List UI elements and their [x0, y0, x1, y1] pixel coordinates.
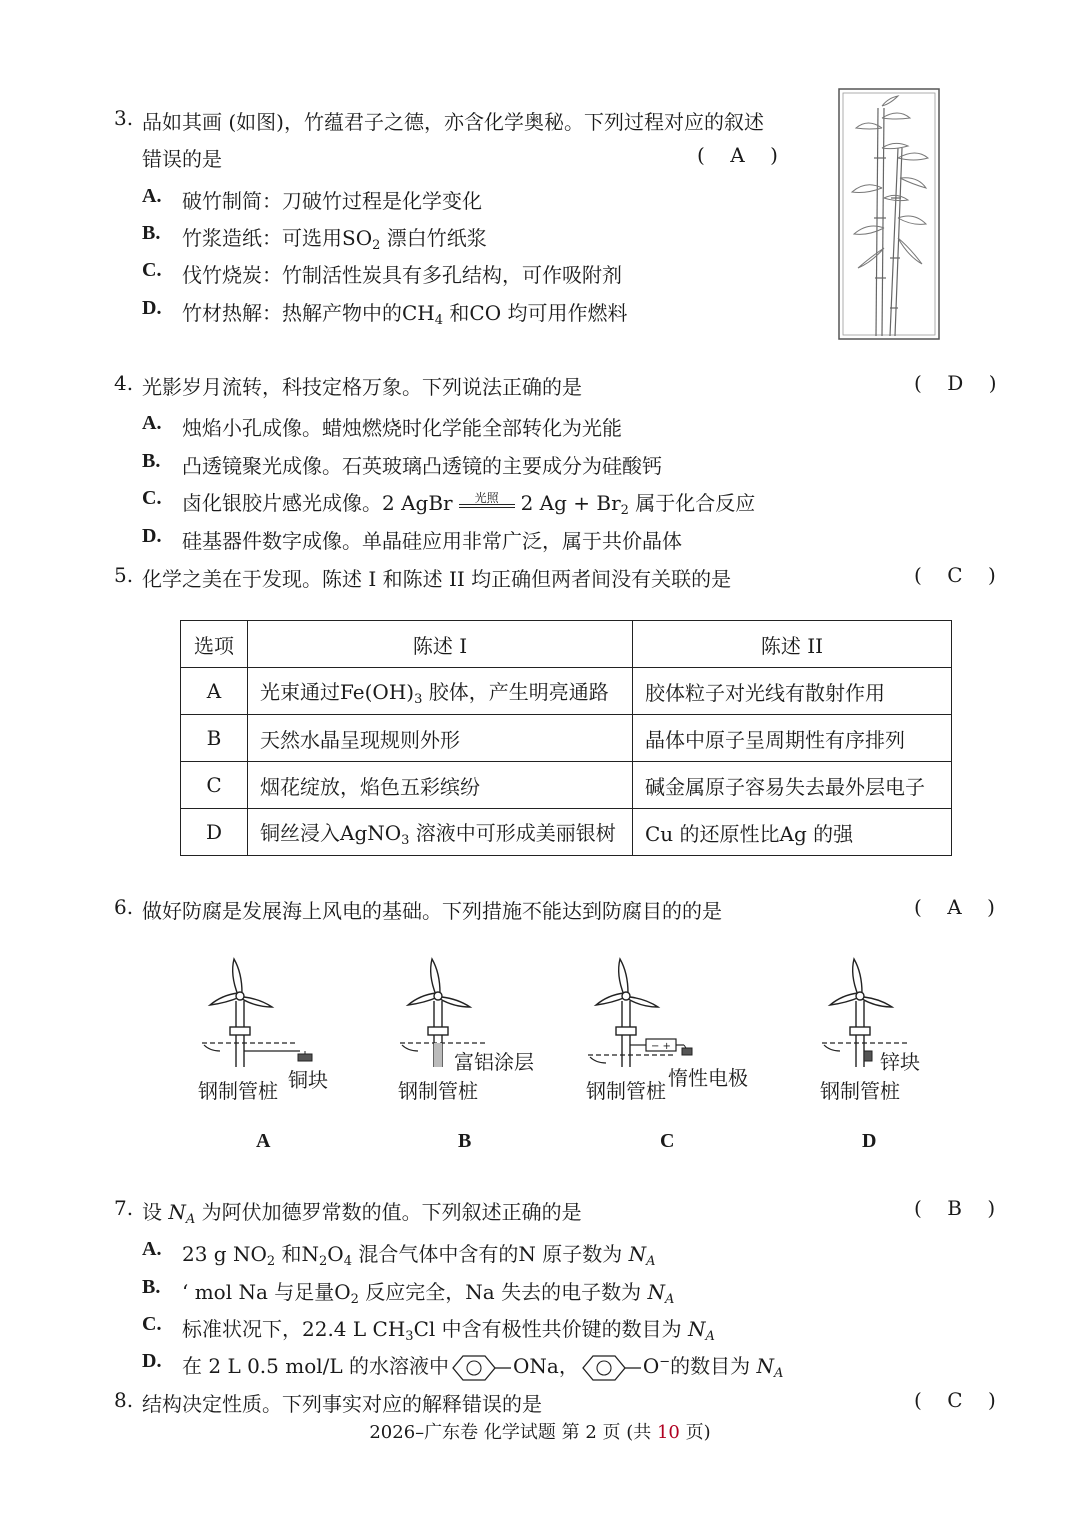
header-statement-1: 陈述 I	[248, 621, 633, 668]
q5-table	[180, 620, 952, 856]
q3-option-a-text: 破竹制简：刀破竹过程是化学变化	[182, 189, 482, 213]
q7-option-a-text: 23 g $NO_2$ 和$N_2O_4$ 混合气体中含有的N 原子数为 $N_A$	[182, 1242, 656, 1269]
table-row	[181, 762, 952, 809]
q3-answer: ( A )	[697, 143, 778, 167]
row-option: B	[181, 715, 248, 762]
q3-number: 3.	[114, 106, 134, 130]
q3-option-b-text: 竹浆造纸：可选用$SO_2$ 漂白竹纸浆	[182, 226, 487, 253]
q3-option-c-text: 伐竹烧炭：竹制活性炭具有多孔结构，可作吸附剂	[182, 263, 622, 287]
q4-stem: 光影岁月流转，科技定格万象。下列说法正确的是	[142, 375, 582, 399]
row-option: A	[181, 668, 248, 715]
fig-b-part-label: 富铝涂层	[454, 1050, 534, 1074]
q7-option-a-label: A.	[142, 1238, 162, 1260]
header-option: 选项	[181, 621, 248, 668]
table-row	[181, 715, 952, 762]
fig-d-part-label: 锌块	[880, 1050, 920, 1074]
fig-a-part-label: 铜块	[288, 1068, 328, 1092]
benzene-ring-icon	[449, 1354, 513, 1382]
fig-c-label: C	[660, 1130, 675, 1152]
row-statement-2: 晶体中原子呈周期性有序排列	[633, 715, 952, 762]
q6-answer: ( A )	[914, 895, 995, 919]
fig-d-label: D	[862, 1130, 877, 1152]
q4-number: 4.	[114, 371, 134, 395]
q3-stem-line2: 错误的是	[142, 147, 222, 171]
reaction-condition: 光照	[474, 490, 499, 505]
fig-c-part-label: 惰性电极	[668, 1066, 748, 1090]
q6-number: 6.	[114, 895, 134, 919]
row-statement-1: 光束通过$Fe(OH)_3$ 胶体，产生明亮通路	[248, 668, 633, 715]
q3-option-d-label: D.	[142, 297, 162, 319]
turbine-a-drawing	[202, 959, 312, 1067]
q7-option-d-text: 在 2 L 0.5 mol/L 的水溶液中 ONa， O−的数目为 $N_A$	[182, 1354, 784, 1381]
q7-stem: 设 $N_A$ 为阿伏加德罗常数的值。下列叙述正确的是	[142, 1200, 582, 1227]
q7-option-c-label: C.	[142, 1313, 162, 1335]
q4-option-c-label: C.	[142, 487, 162, 509]
q3-option-a-label: A.	[142, 185, 162, 207]
row-option: C	[181, 762, 248, 809]
fig-d-pile-label: 钢制管桩	[820, 1079, 900, 1103]
q4-option-c-text: 卤化银胶片感光成像。2 AgBr 光照 2 $Ag + Br_2$ 属于化合反应	[182, 490, 756, 518]
fig-b-label: B	[458, 1130, 472, 1152]
q3-option-c-label: C.	[142, 259, 162, 281]
q3-option-b-label: B.	[142, 222, 161, 244]
header-statement-2: 陈述 II	[633, 621, 952, 668]
q5-number: 5.	[114, 563, 134, 587]
q8-answer: ( C )	[914, 1388, 996, 1412]
table-row	[181, 668, 952, 715]
row-statement-2: 胶体粒子对光线有散射作用	[633, 668, 952, 715]
q4-option-b-text: 凸透镜聚光成像。石英玻璃凸透镜的主要成分为硅酸钙	[182, 454, 662, 478]
q4-option-b-label: B.	[142, 450, 161, 472]
fig-a-label: A	[256, 1130, 271, 1152]
q4-answer: ( D )	[914, 371, 997, 395]
q8-number: 8.	[114, 1388, 134, 1412]
q4-option-d-label: D.	[142, 525, 162, 547]
q4-option-a-text: 烛焰小孔成像。蜡烛燃烧时化学能全部转化为光能	[182, 416, 622, 440]
row-option: D	[181, 809, 248, 856]
q7-option-b-label: B.	[142, 1276, 161, 1298]
svg-text:− +: − +	[651, 1041, 671, 1052]
fig-c-pile-label: 钢制管桩	[586, 1079, 666, 1103]
table-row	[181, 809, 952, 856]
q7-option-d-label: D.	[142, 1350, 162, 1372]
q7-number: 7.	[114, 1196, 134, 1220]
q4-option-a-label: A.	[142, 412, 162, 434]
q4-option-d-text: 硅基器件数字成像。单晶硅应用非常广泛，属于共价晶体	[182, 529, 682, 553]
q3-option-d-text: 竹材热解：热解产物中的$CH_4$ 和CO 均可用作燃料	[182, 301, 628, 328]
row-statement-2: 碱金属原子容易失去最外层电子	[633, 762, 952, 809]
q7-option-c-text: 标准状况下，22.4 L $CH_3Cl$ 中含有极性共价键的数目为 $N_A$	[182, 1317, 715, 1344]
page-footer: 2026–广东卷 化学试题 第 2 页 (共 10 页)	[369, 1422, 711, 1443]
q3-stem-line1: 品如其画 (如图)，竹蕴君子之德，亦含化学奥秘。下列过程对应的叙述	[142, 110, 764, 134]
q7-option-b-text: ‘ mol Na 与足量$O_2$ 反应完全，Na 失去的电子数为 $N_A$	[182, 1280, 675, 1307]
bamboo-painting	[838, 88, 940, 340]
row-statement-1: 天然水晶呈现规则外形	[248, 715, 633, 762]
fig-a-pile-label: 钢制管桩	[198, 1079, 278, 1103]
fig-b-pile-label: 钢制管桩	[398, 1079, 478, 1103]
table-header-row	[181, 621, 952, 668]
row-statement-1: 烟花绽放，焰色五彩缤纷	[248, 762, 633, 809]
turbine-c-drawing	[588, 959, 692, 1067]
q8-stem: 结构决定性质。下列事实对应的解释错误的是	[142, 1392, 542, 1416]
q6-stem: 做好防腐是发展海上风电的基础。下列措施不能达到防腐目的的是	[142, 899, 722, 923]
row-statement-2: Cu 的还原性比Ag 的强	[633, 809, 952, 856]
benzene-ring-icon	[579, 1354, 643, 1382]
q7-answer: ( B )	[914, 1196, 996, 1220]
q5-answer: ( C )	[914, 563, 996, 587]
row-statement-1: 铜丝浸入AgNO$_3$ 溶液中可形成美丽银树	[248, 809, 633, 856]
q5-stem: 化学之美在于发现。陈述 I 和陈述 II 均正确但两者间没有关联的是	[142, 567, 732, 591]
